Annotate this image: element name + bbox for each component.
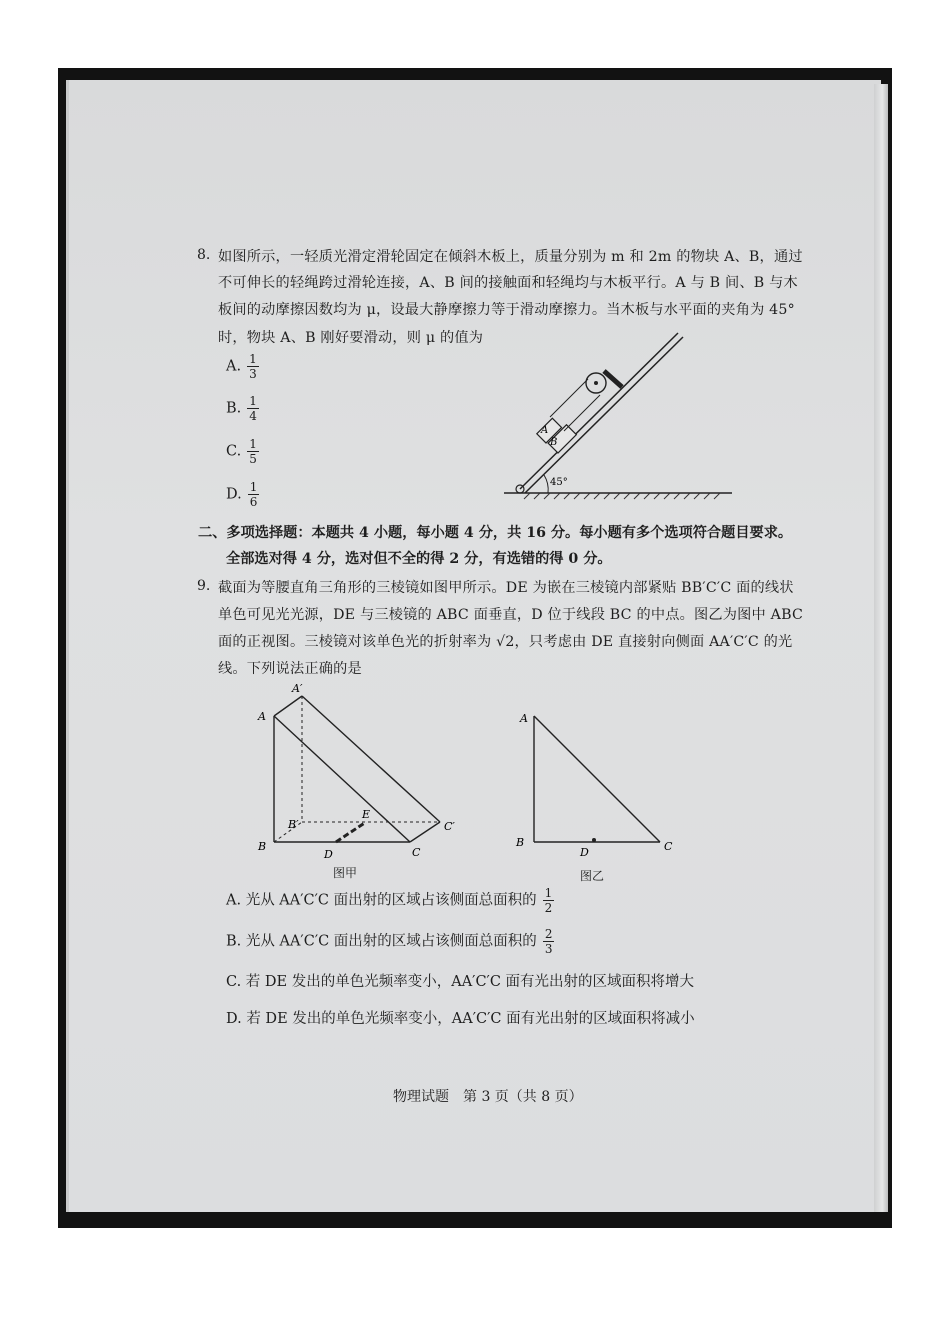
- q8-option-b: B. $\frac{1}{4}$: [226, 394, 257, 423]
- angle-arc: [544, 475, 548, 493]
- block-a-label: A: [541, 425, 549, 436]
- yi-point-d: [592, 838, 596, 842]
- label-d: D: [324, 848, 333, 861]
- q8-line-4: 时，物块 A、B 刚好要滑动，则 μ 的值为: [218, 330, 484, 346]
- pulley-mount: [604, 371, 622, 387]
- q8-option-a: A. $\frac{1}{3}$: [226, 352, 257, 381]
- q8-number: 8.: [197, 247, 211, 263]
- q9-line-2: 单色可见光光源，DE 与三棱镜的 ABC 面垂直，D 位于线段 BC 的中点。图乙为图中 ABC: [218, 607, 804, 623]
- edge-a-c-prime: [302, 696, 440, 822]
- label-b: B: [258, 840, 267, 853]
- q9-line-1: 截面为等腰直角三角形的三棱镜如图甲所示。DE 为嵌在三棱镜内部紧贴 BB′C′C 面的线状: [218, 580, 794, 596]
- label-b-prime: B′: [288, 818, 299, 831]
- q9-option-c: C. 若 DE 发出的单色光频率变小，AA′C′C 面有光出射的区域面积将增大: [226, 974, 695, 990]
- figure-jia-caption: 图甲: [333, 866, 358, 880]
- yi-edge-ac: [534, 716, 660, 842]
- rope-upper: [550, 379, 588, 417]
- page-footer: 物理试题 第 3 页（共 8 页）: [393, 1089, 583, 1105]
- q9-option-d: D. 若 DE 发出的单色光频率变小，AA′C′C 面有光出射的区域面积将减小: [226, 1011, 695, 1027]
- edge-cc: [410, 822, 440, 842]
- q8-option-c: C. $\frac{1}{5}$: [226, 437, 257, 466]
- label-e: E: [362, 808, 371, 821]
- yi-label-a: A: [520, 712, 528, 725]
- q8-line-2: 不可伸长的轻绳跨过滑轮连接，A、B 间的接触面和轻绳均与木板平行。A 与 B 间、B 与木: [218, 275, 798, 291]
- board-bottom: [525, 337, 683, 493]
- yi-label-d: D: [580, 846, 589, 859]
- edge-aa: [274, 696, 302, 716]
- section-2-title: 二、多项选择题：本题共 4 小题，每小题 4 分，共 16 分。每小题有多个选项符合题目要求。: [198, 525, 793, 541]
- light-source-de: [336, 822, 366, 842]
- q8-line-3: 板间的动摩擦因数均为 μ，设最大静摩擦力等于滑动摩擦力。当木板与水平面的夹角为 45°: [218, 302, 795, 318]
- paper-edge: [874, 84, 888, 1212]
- board-top: [520, 333, 678, 489]
- q9-line-4: 线。下列说法正确的是: [218, 661, 362, 677]
- section-2-rules: 全部选对得 4 分，选对但不全的得 2 分，有选错的得 0 分。: [226, 551, 612, 567]
- pulley-axle: [594, 381, 598, 385]
- q9-figure-yi: [512, 706, 692, 866]
- block-b-label: B: [550, 437, 558, 448]
- q8-line-1: 如图所示，一轻质光滑定滑轮固定在倾斜木板上，质量分别为 m 和 2m 的物块 A、B，通过: [218, 249, 803, 265]
- yi-label-c: C: [664, 840, 673, 853]
- label-a: A: [258, 710, 266, 723]
- angle-label: 45°: [550, 477, 568, 488]
- q8-incline-figure: [500, 325, 740, 505]
- ground-hatch: [524, 493, 720, 499]
- q9-line-3: 面的正视图。三棱镜对该单色光的折射率为 √2，只考虑由 DE 直接射向侧面 AA′C′C 的光: [218, 634, 793, 650]
- label-a-prime: A′: [292, 682, 303, 695]
- q8-option-d: D. $\frac{1}{6}$: [226, 480, 258, 509]
- q9-figure-jia: [250, 680, 470, 880]
- label-c-prime: C′: [444, 820, 455, 833]
- q9-number: 9.: [197, 578, 211, 594]
- yi-label-b: B: [516, 836, 525, 849]
- figure-yi-caption: 图乙: [580, 869, 605, 883]
- label-c: C: [412, 846, 421, 859]
- q9-option-a: A. 光从 AA′C′C 面出射的区域占该侧面总面积的 $\frac{1}{2}$: [226, 886, 553, 915]
- q9-option-b: B. 光从 AA′C′C 面出射的区域占该侧面总面积的 $\frac{2}{3}$: [226, 927, 553, 956]
- rope-lower: [564, 395, 600, 431]
